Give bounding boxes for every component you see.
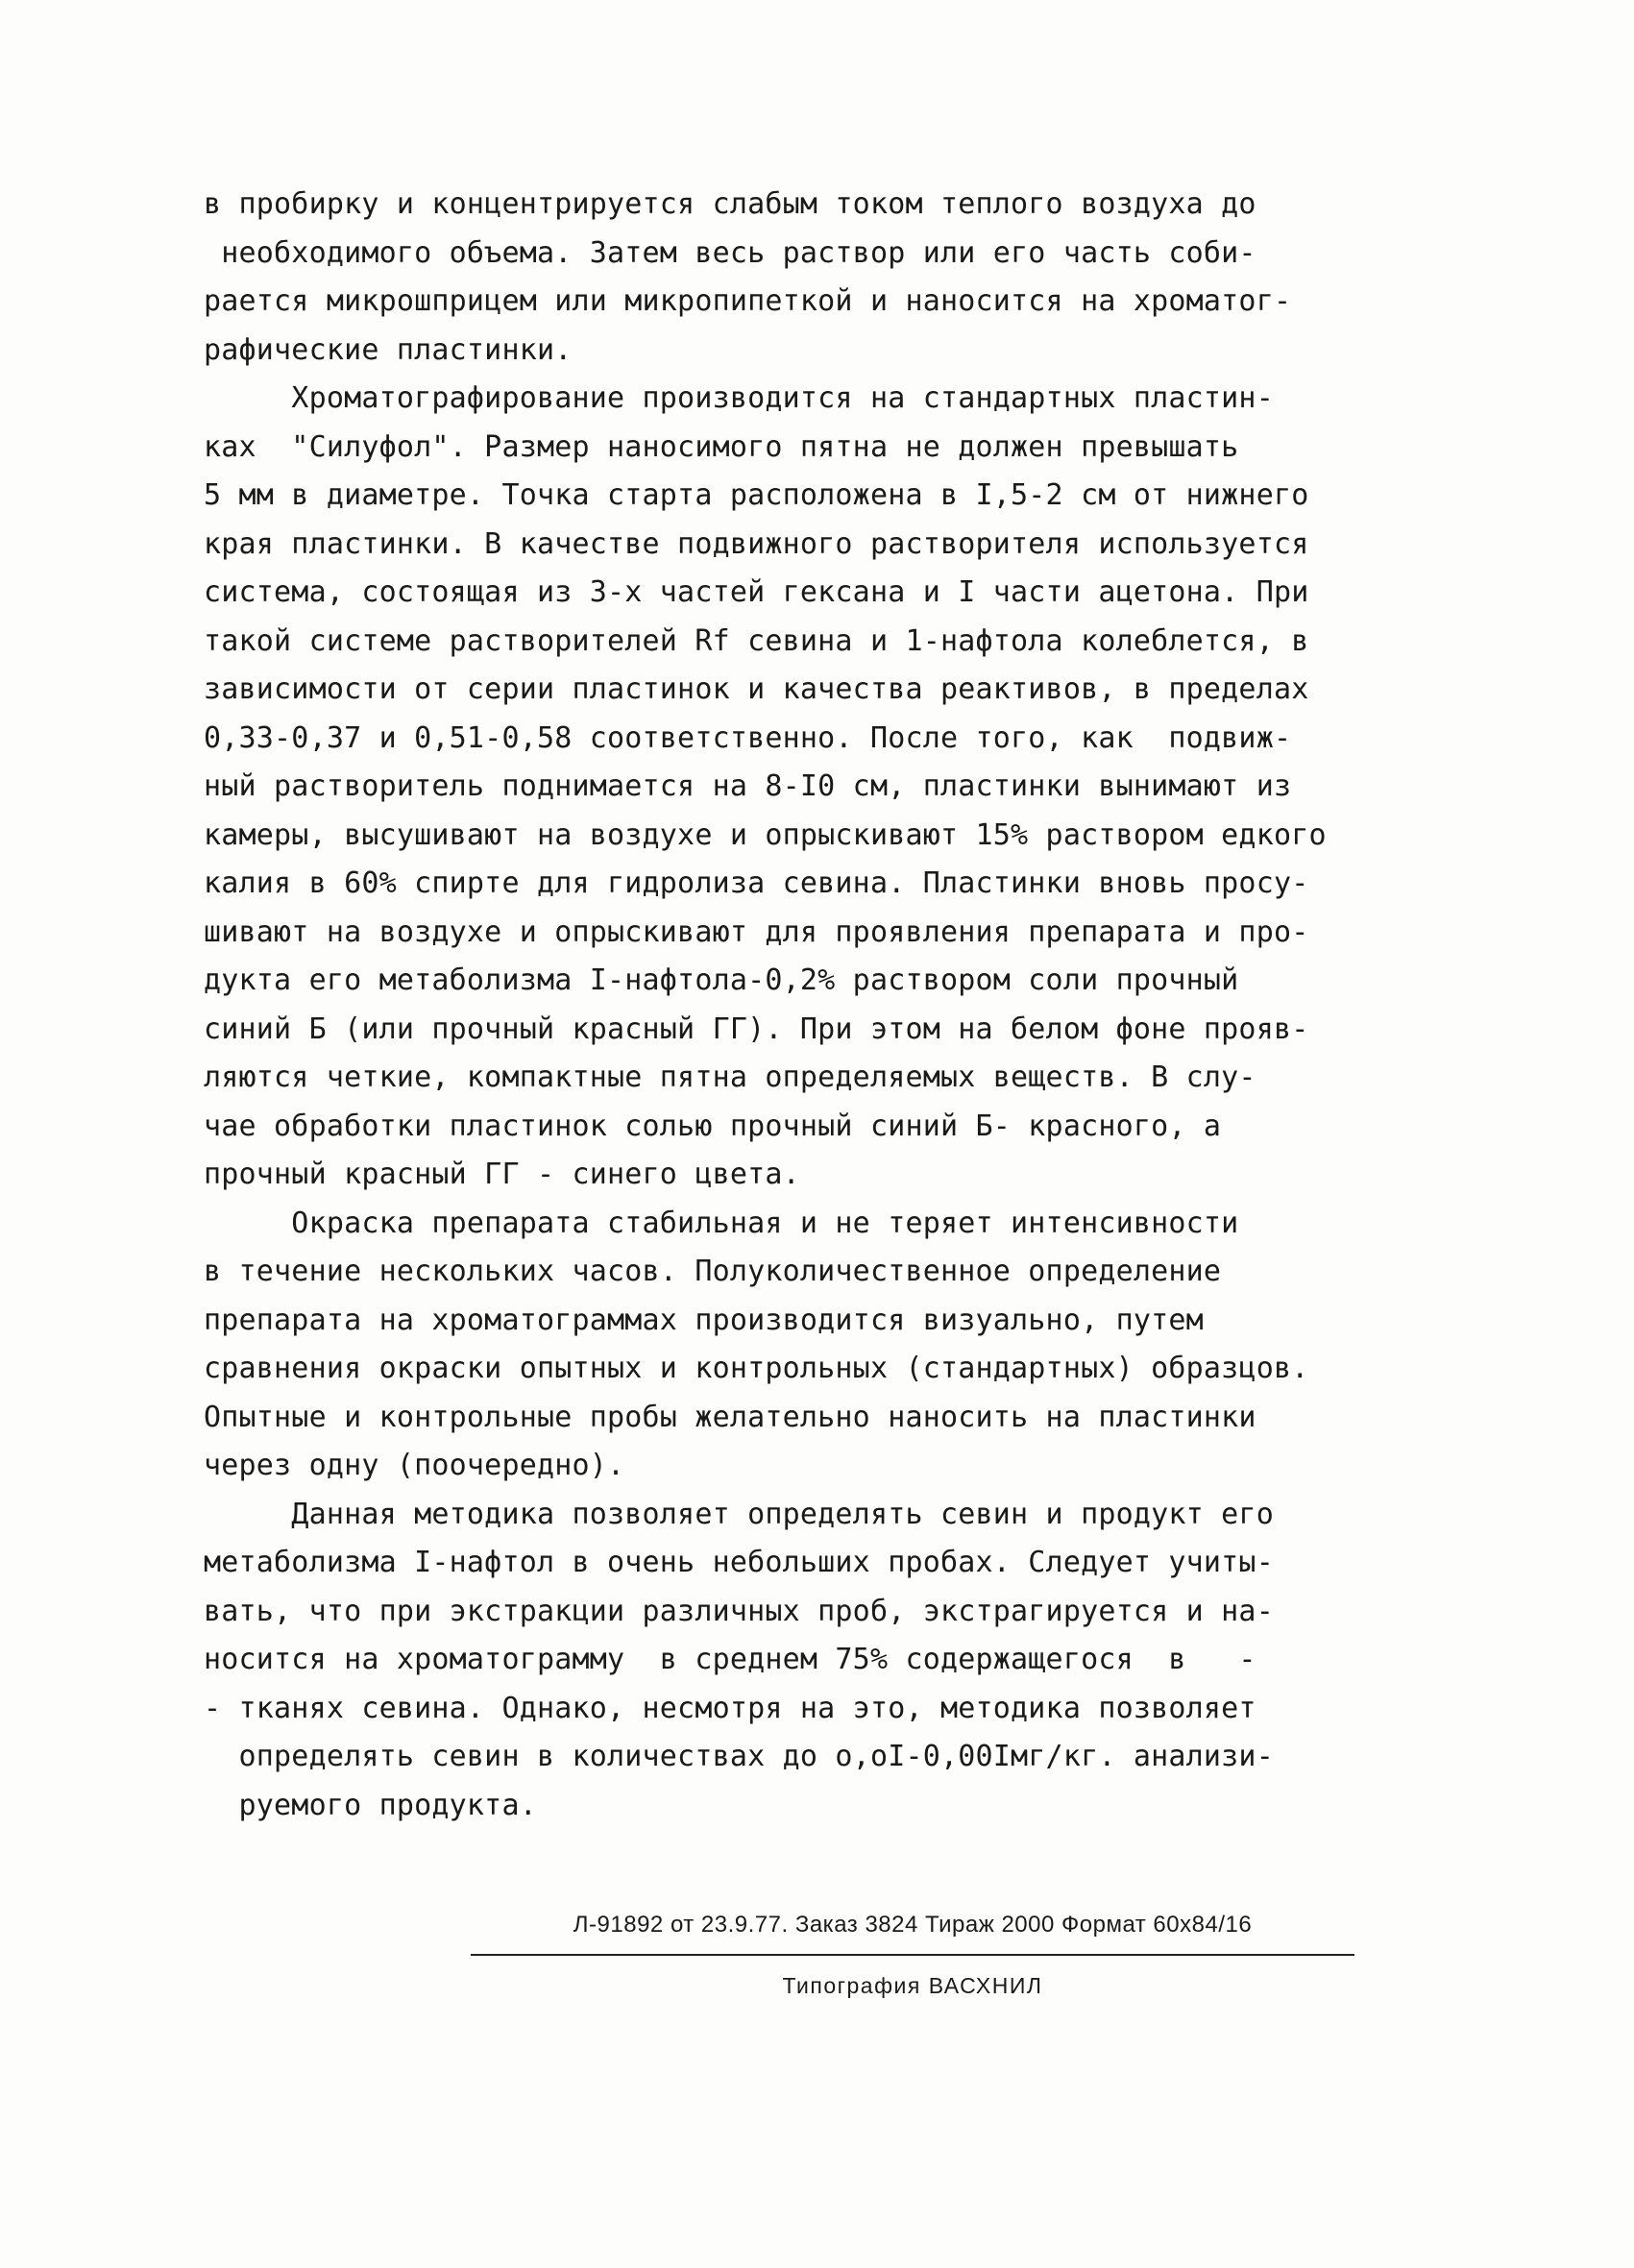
body-line: ках "Силуфол". Размер наносимого пятна не должен превышать	[204, 429, 1239, 464]
body-line: края пластинки. В качестве подвижного растворителя используется	[204, 526, 1309, 561]
body-line: - тканях севина. Однако, несмотря на это, методика позволяет	[204, 1691, 1256, 1725]
body-line: необходимого объема. Затем весь раствор или его часть соби-	[204, 235, 1256, 270]
body-line: шивают на воздухе и опрыскивают для проявления препарата и про-	[204, 915, 1309, 949]
body-line: в пробирку и концентрируется слабым током теплого воздуха до	[204, 187, 1256, 221]
body-line: сравнения окраски опытных и контрольных (стандартных) образцов.	[204, 1352, 1309, 1385]
print-imprint: Л-91892 от 23.9.77. Заказ 3824 Тираж 2000 Формат 60х84/16	[573, 1912, 1253, 1938]
body-line: препарата на хроматограммах производится визуально, путем	[204, 1303, 1204, 1337]
body-line: ляются четкие, компактные пятна определяемых веществ. В слу-	[204, 1061, 1256, 1094]
body-line: такой системе растворителей Rf севина и 1-нафтола колеблется, в	[204, 623, 1309, 658]
body-line: руемого продукта.	[204, 1788, 537, 1822]
body-line: ный растворитель поднимается на 8-I0 см, пластинки вынимают из	[204, 769, 1292, 803]
body-line: вать, что при экстракции различных проб, экстрагируется и на-	[204, 1594, 1274, 1628]
body-line: Хроматографирование производится на стандартных пластин-	[204, 381, 1274, 415]
typewritten-body	[204, 181, 1491, 1830]
body-line: через одну (поочередно).	[204, 1449, 625, 1482]
body-line: 0,33-0,37 и 0,51-0,58 соответственно. После того, как подвиж-	[204, 720, 1292, 755]
colophon	[471, 1912, 1354, 1999]
body-line: синий Б (или прочный красный ГГ). При этом на белом фоне прояв-	[204, 1012, 1309, 1046]
body-line: Опытные и контрольные пробы желательно наносить на пластинки	[204, 1400, 1256, 1434]
body-line: 5 мм в диаметре. Точка старта расположена в I,5-2 см от нижнего	[204, 478, 1309, 512]
body-line: дукта его метаболизма I-нафтола-0,2% раствором соли прочный	[204, 963, 1239, 997]
body-line: прочный красный ГГ - синего цвета.	[204, 1158, 800, 1191]
printer-name: Типография ВАСХНИЛ	[782, 1973, 1043, 1998]
body-line: калия в 60% спирте для гидролиза севина. Пластинки вновь просу-	[204, 866, 1309, 900]
body-line: носится на хроматограмму в среднем 75% содержащегося в -	[204, 1643, 1256, 1676]
body-line: чае обработки пластинок солью прочный синий Б- красного, а	[204, 1109, 1222, 1143]
body-line: метаболизма I-нафтол в очень небольших пробах. Следует учиты-	[204, 1546, 1274, 1579]
body-line: Окраска препарата стабильная и не теряет интенсивности	[204, 1206, 1239, 1240]
body-line: рафические пластинки.	[204, 332, 573, 367]
body-line: рается микрошприцем или микропипеткой и наносится на хроматог-	[204, 284, 1292, 318]
body-line: определять севин в количествах до о,оI-0,00Iмг/кг. анализи-	[204, 1740, 1274, 1773]
body-line: зависимости от серии пластинок и качества реактивов, в пределах	[204, 672, 1309, 706]
divider-rule	[471, 1954, 1354, 1956]
body-line: в течение нескольких часов. Полуколичественное определение	[204, 1255, 1222, 1288]
body-line: Данная методика позволяет определять севин и продукт его	[204, 1497, 1274, 1531]
body-line: камеры, высушивают на воздухе и опрыскивают 15% раствором едкого	[204, 817, 1327, 852]
body-line: система, состоящая из 3-х частей гексана и I части ацетона. При	[204, 575, 1309, 609]
